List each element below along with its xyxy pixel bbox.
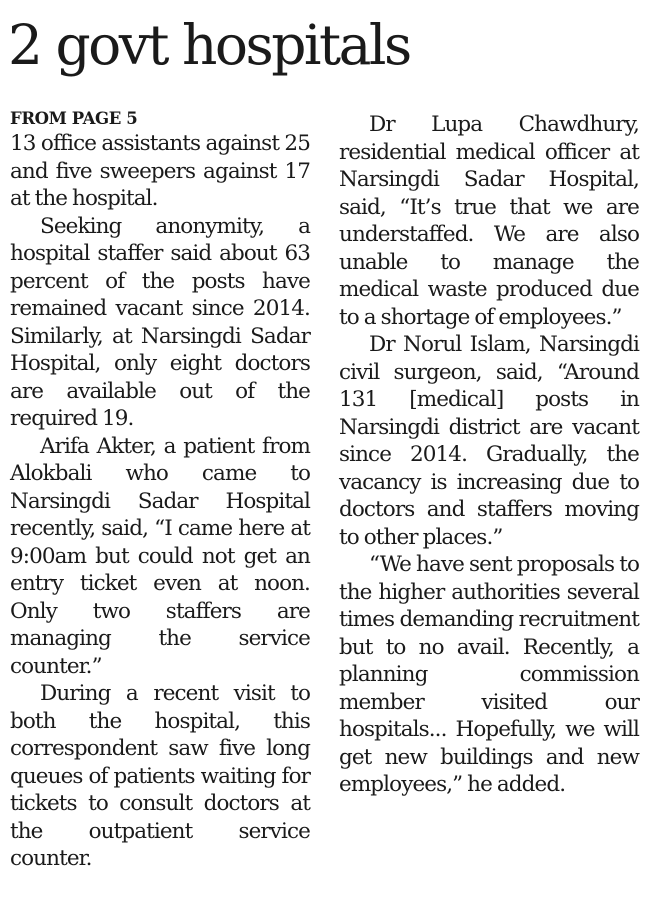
paragraph: During a recent visit to both the hospital, this correspondent saw five long queues of patients waiting for tickets to consult doctors at the outpatient service counter.	[10, 681, 310, 871]
paragraph: Seeking anonymity, a hospital staffer said about 63 percent of the posts have remained vacant since 2014. Similarly, at Narsingdi Sadar Hospital, only eight doctors are available out of the required 19.	[10, 213, 310, 431]
paragraph: Arifa Akter, a patient from Alokbali who came to Narsingdi Sadar Hospital recently, said, “I came here at 9:00am but could not get an entry ticket even at noon. Only two staffers are managing the service counter.”	[10, 433, 310, 679]
right-column	[339, 111, 639, 799]
paragraph: Dr Norul Islam, Narsingdi civil surgeon, said, “Around 131 [medical] posts in Narsingdi district are vacant since 2014. Gradually, the vacancy is increasing due to doctors and staffers moving to other places.”	[339, 332, 639, 550]
continuation-kicker: FROM PAGE 5	[10, 109, 138, 128]
paragraph: “We have sent proposals to the higher authorities several times demanding recruitment but to no avail. Recently, a planning commission member visited our hospitals... Hopefully, we will get new buildings and new employees,” he added.	[339, 552, 639, 797]
left-column	[10, 108, 310, 873]
headline: 2 govt hospitals	[8, 13, 410, 77]
paragraph: 13 office assistants against 25 and five sweepers against 17 at the hospital.	[10, 131, 310, 211]
paragraph: Dr Lupa Chawdhury, residential medical officer at Narsingdi Sadar Hospital, said, “It’s true that we are understaffed. We are also unable to manage the medical waste produced due to a shortage of employees.”	[339, 112, 639, 330]
